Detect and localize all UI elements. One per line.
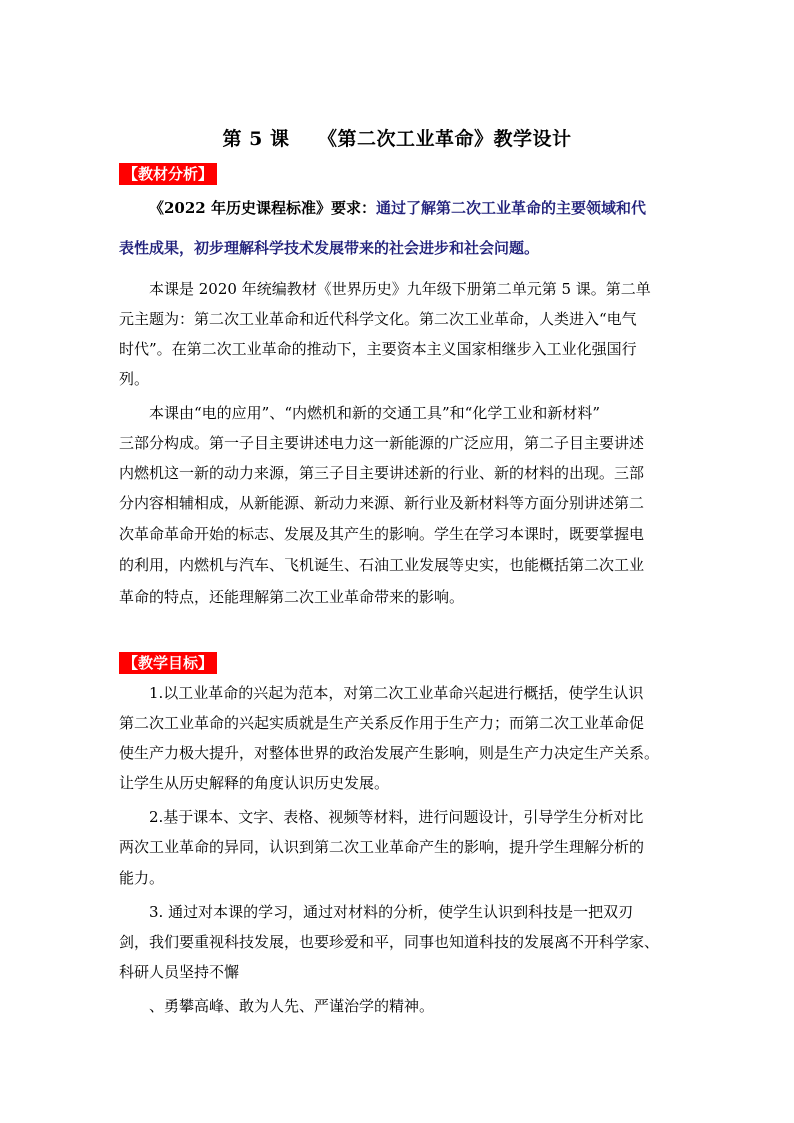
goal3-line: 剑，我们要重视科技发展，也要珍爱和平，同事也知道科技的发展离不开科学家、: [119, 933, 660, 951]
analysis-para1-line: 本课是 2020 年统编教材《世界历史》九年级下册第二单元第 5 课。第二单: [149, 280, 651, 298]
analysis-para1-line: 元主题为：第二次工业革命和近代科学文化。第二次工业革命，人类进入“电气: [119, 310, 637, 328]
goal1-line: 使生产力极大提升，对整体世界的政治发展产生影响，则是生产力决定生产关系。: [119, 744, 660, 762]
analysis-para1-line: 列。: [119, 370, 150, 388]
standard-prefix: 《2022 年历史课程标准》要求：: [149, 199, 376, 217]
standard-highlight-2: 表性成果，初步理解科学技术发展带来的社会进步和社会问题。: [119, 239, 540, 257]
goal2-line: 两次工业革命的异同，认识到第二次工业革命产生的影响，提升学生理解分析的: [119, 838, 645, 856]
section-tag-goals: 【教学目标】: [119, 652, 217, 674]
analysis-para2-line: 三部分构成。第一子目主要讲述电力这一新能源的广泛应用，第二子目主要讲述: [119, 434, 645, 452]
curriculum-standard-line-1: [149, 197, 679, 219]
curriculum-standard-line-2: [119, 237, 679, 259]
goal2-line: 能力。: [119, 869, 165, 887]
goal1-line: 第二次工业革命的兴起实质就是生产关系反作用于生产力；而第二次工业革命促: [119, 714, 645, 732]
analysis-para2-line: 分内容相辅相成，从新能源、新动力来源、新行业及新材料等方面分别讲述第二: [119, 494, 645, 512]
analysis-para2-line: 革命的特点，还能理解第二次工业革命带来的影响。: [119, 588, 465, 606]
analysis-para2-line: 本课由“电的应用”、“内燃机和新的交通工具”和“化学工业和新材料”: [149, 404, 601, 422]
goal3-line: 科研人员坚持不懈: [119, 963, 240, 981]
analysis-para2-line: 内燃机这一新的动力来源，第三子目主要讲述新的行业、新的材料的出现。三部: [119, 464, 645, 482]
goal3-line: 3. 通过对本课的学习，通过对材料的分析，使学生认识到科技是一把双刃: [149, 903, 634, 921]
analysis-para1-line: 时代”。在第二次工业革命的推动下，主要资本主义国家相继步入工业化强国行: [119, 340, 637, 358]
goal1-line: 让学生从历史解释的角度认识历史发展。: [119, 774, 390, 792]
page-title: 第 5 课 《第二次工业革命》教学设计: [222, 128, 572, 150]
standard-highlight-1: 通过了解第二次工业革命的主要领域和代: [375, 199, 646, 217]
analysis-para2-line: 的利用，内燃机与汽车、飞机诞生、石油工业发展等史实，也能概括第二次工业: [119, 556, 645, 574]
section-tag-analysis: 【教材分析】: [119, 163, 217, 185]
goal1-line: 1.以工业革命的兴起为范本，对第二次工业革命兴起进行概括，使学生认识: [149, 684, 644, 702]
goal2-line: 2.基于课本、文字、表格、视频等材料，进行问题设计，引导学生分析对比: [149, 808, 644, 826]
analysis-para2-line: 次革命革命开始的标志、发展及其产生的影响。学生在学习本课时，既要掌握电: [119, 525, 645, 543]
goal3-line: 、勇攀高峰、敢为人先、严谨治学的精神。: [149, 997, 435, 1015]
